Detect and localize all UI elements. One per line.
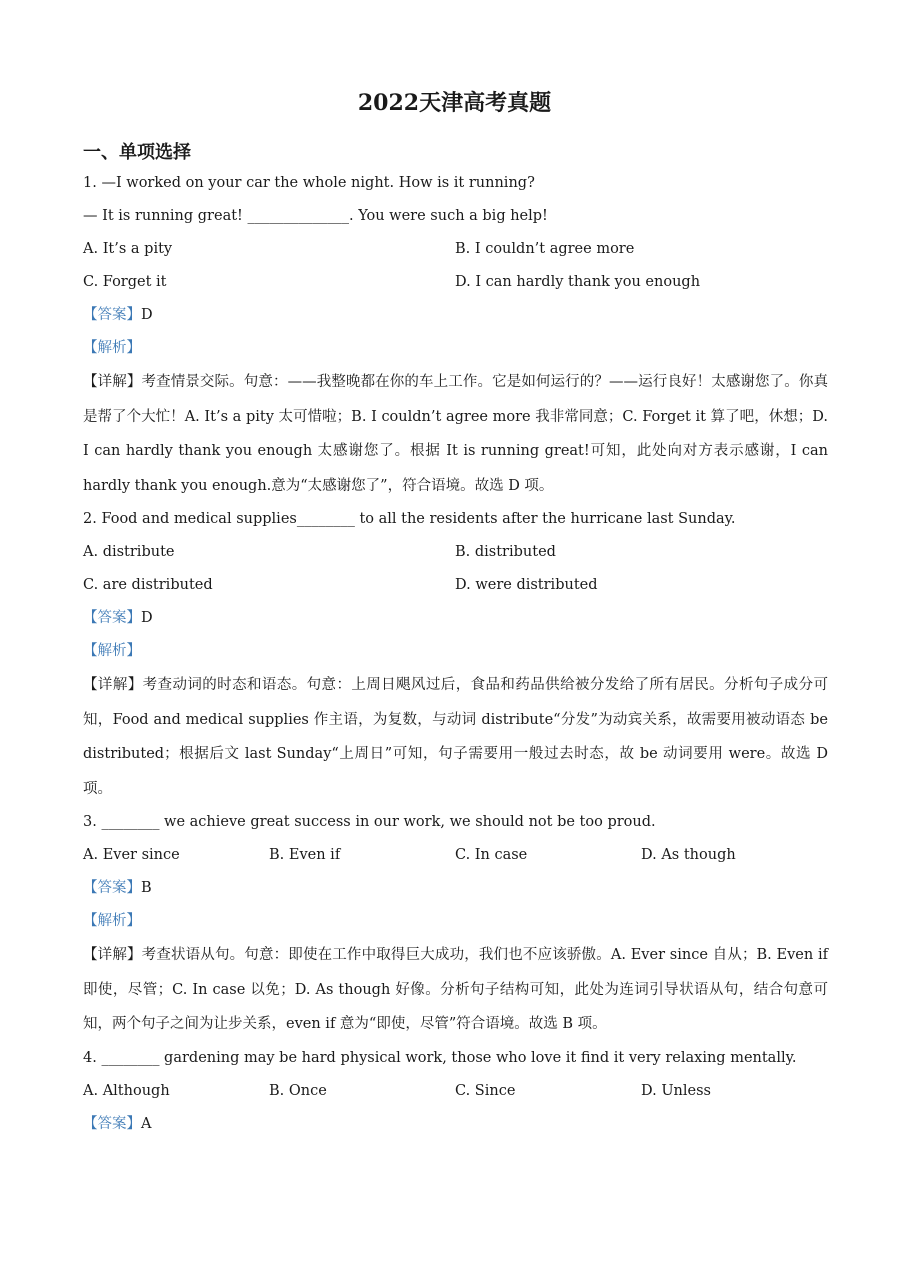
question-stem: 3. ________ we achieve great success in our work, we should not be too proud. (83, 814, 656, 830)
question-stem: 2. Food and medical supplies________ to all the residents after the hurricane last Sunday. (83, 511, 736, 527)
analysis-label: 【解析】 (83, 340, 141, 356)
detail-paragraph (83, 365, 828, 503)
answer-label: 【答案】 (83, 1115, 141, 1132)
answer-value: D (141, 307, 153, 323)
analysis-row (83, 635, 828, 668)
detail-label: 【详解】 (83, 947, 142, 963)
analysis-label: 【解析】 (83, 643, 141, 659)
answer-label: 【答案】 (83, 307, 141, 323)
answer-value: B (141, 880, 152, 896)
option-d: D. I can hardly thank you enough (455, 274, 701, 290)
question-2 (83, 503, 828, 806)
option-a: A. distribute (83, 544, 175, 560)
answer-value: A (141, 1115, 152, 1132)
option-d: D. were distributed (455, 577, 598, 593)
analysis-label: 【解析】 (83, 913, 141, 929)
answer-row (83, 299, 828, 332)
question-list (83, 167, 828, 1141)
option-b: B. Once (269, 1082, 327, 1099)
answer-label: 【答案】 (83, 610, 141, 626)
detail-label: 【详解】 (83, 374, 142, 390)
question-stem: 1. —I worked on your car the whole night. How is it running? (83, 175, 535, 191)
detail-text: 考查状语从句。句意：即使在工作中取得巨大成功，我们也不应该骄傲。A. Ever since 自从；B. Even if 即使，尽管；C. In case 以免；D. As though 好像。分析句子结构可知，此处为连词引导状语从句，结合句意可知，两个句子之间为让步关系，even if 意为“即使，尽管”符合语境。故选 B 项。 (83, 947, 829, 1032)
question-4 (83, 1042, 828, 1141)
option-d: D. As though (641, 847, 736, 863)
answer-row (83, 602, 828, 635)
answer-row (83, 872, 828, 905)
option-d: D. Unless (641, 1082, 711, 1099)
question-3 (83, 806, 828, 1042)
question-stem: 4. ________ gardening may be hard physical work, those who love it find it very relaxing mentally. (83, 1049, 797, 1066)
answer-value: D (141, 610, 153, 626)
option-c: C. are distributed (83, 577, 213, 593)
detail-paragraph (83, 668, 828, 806)
option-a: A. Ever since (83, 847, 180, 863)
option-b: B. I couldn’t agree more (455, 241, 635, 257)
option-c: C. In case (455, 847, 528, 863)
analysis-row (83, 905, 828, 938)
option-a: A. It’s a pity (83, 241, 173, 257)
answer-label: 【答案】 (83, 880, 141, 896)
answer-row (83, 1108, 828, 1141)
option-a: A. Although (83, 1082, 170, 1099)
option-c: C. Forget it (83, 274, 167, 290)
detail-text: 考查动词的时态和语态。句意：上周日飓风过后，食品和药品供给被分发给了所有居民。分析句子成分可知，Food and medical supplies 作主语，为复数，与动词 distribute“分发”为动宾关系，故需要用被动语态 be distributed；根据后文 last Sunday“上周日”可知，句子需要用一般过去时态，故 be 动词要用 were。故选 D 项。 (83, 677, 829, 797)
detail-label: 【详解】 (83, 677, 143, 693)
detail-text: 考查情景交际。句意：——我整晚都在你的车上工作。它是如何运行的？——运行良好！太感谢您了。你真是帮了个大忙！A. It’s a pity 太可惜啦；B. I couldn’t agree more 我非常同意；C. Forget it 算了吧，休想；D. I can hardly thank you enough 太感谢您了。根据 It is running great!可知，此处向对方表示感谢，I can hardly thank you enough.意为“太感谢您了”，符合语境。故选 D 项。 (83, 374, 829, 494)
question-stem: — It is running great! ______________. You were such a big help! (83, 208, 548, 224)
question-1 (83, 167, 828, 503)
section-heading: 一、单项选择 (83, 142, 191, 163)
option-b: B. distributed (455, 544, 556, 560)
page-title: 2022天津高考真题 (357, 90, 552, 116)
detail-paragraph (83, 938, 828, 1042)
analysis-row (83, 332, 828, 365)
option-c: C. Since (455, 1082, 516, 1099)
option-b: B. Even if (269, 847, 341, 863)
